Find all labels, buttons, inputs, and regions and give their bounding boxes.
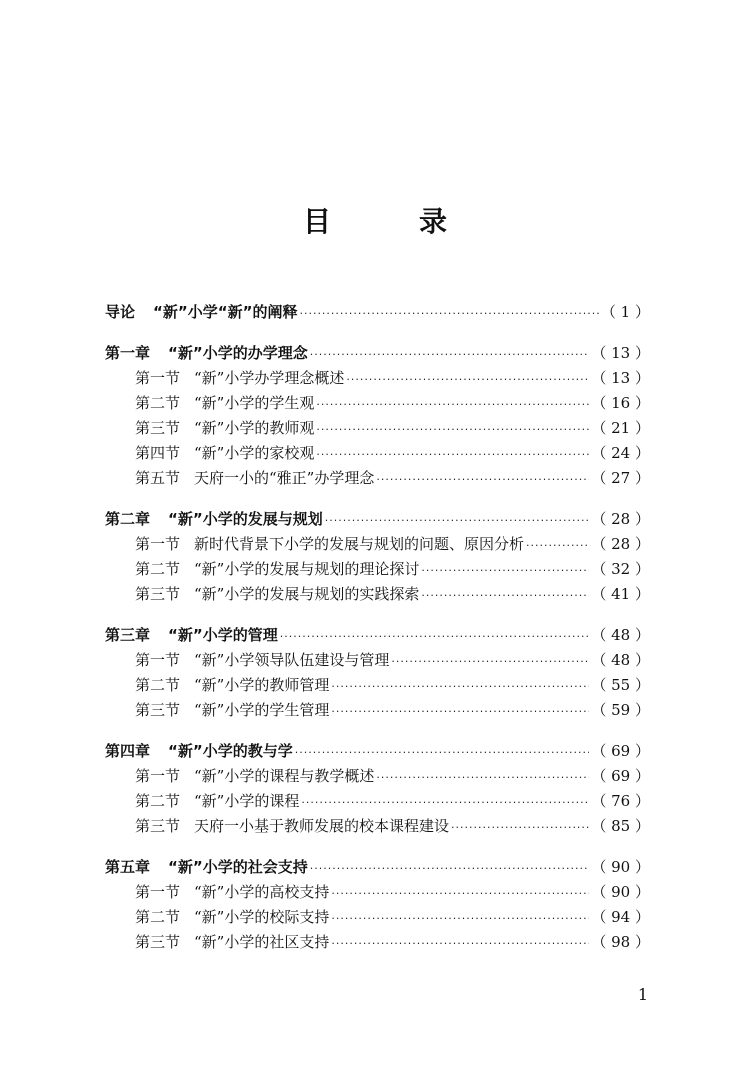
toc-entry-title: “新”小学的学生管理 [194, 701, 330, 719]
dot-leader [451, 815, 589, 840]
dot-leader [299, 301, 598, 326]
toc-spacer [105, 607, 650, 623]
toc-entry-label: 第二节 [135, 676, 181, 694]
toc-section-entry[interactable] [105, 441, 650, 466]
dot-leader [325, 508, 590, 533]
dot-leader [280, 624, 590, 649]
toc-entry-page: （ 24 ） [591, 444, 650, 462]
toc-chapter-entry[interactable] [105, 623, 650, 648]
toc-entry-page: （ 59 ） [591, 701, 650, 719]
toc-entry-label: 第二节 [135, 792, 181, 810]
toc-entry-label: 第一节 [135, 651, 181, 669]
dot-leader [376, 467, 589, 492]
toc-section-entry[interactable] [105, 466, 650, 491]
dot-leader [331, 906, 589, 931]
toc-chapter-entry[interactable] [105, 739, 650, 764]
toc-entry-label: 第二节 [135, 394, 181, 412]
toc-entry-label: 第五章 [105, 858, 151, 876]
page-number: 1 [637, 985, 648, 1004]
toc-entry-page: （ 48 ） [591, 626, 650, 644]
toc-section-entry[interactable] [105, 391, 650, 416]
toc-spacer [105, 325, 650, 341]
toc-entry-title: “新”小学的高校支持 [194, 883, 330, 901]
toc-chapter-entry[interactable] [105, 300, 650, 325]
toc-section-entry[interactable] [105, 673, 650, 698]
table-of-contents [105, 300, 650, 955]
toc-section-entry[interactable] [105, 582, 650, 607]
toc-entry-title: “新”小学的社区支持 [194, 933, 330, 951]
toc-entry-page: （ 28 ） [591, 535, 650, 553]
toc-entry-label: 第三章 [105, 626, 151, 644]
toc-chapter-entry[interactable] [105, 507, 650, 532]
dot-leader [316, 442, 589, 467]
toc-entry-page: （ 76 ） [591, 792, 650, 810]
toc-entry-label: 第一节 [135, 369, 181, 387]
toc-entry-page: （ 48 ） [591, 651, 650, 669]
toc-entry-page: （ 28 ） [591, 510, 650, 528]
toc-entry-label: 第一章 [105, 344, 151, 362]
toc-chapter-entry[interactable] [105, 855, 650, 880]
toc-entry-page: （ 69 ） [591, 742, 650, 760]
toc-section-entry[interactable] [105, 789, 650, 814]
toc-entry-page: （ 55 ） [591, 676, 650, 694]
dot-leader [301, 790, 589, 815]
toc-entry-label: 导论 [105, 303, 136, 321]
dot-leader [331, 674, 589, 699]
dot-leader [310, 342, 590, 367]
dot-leader [421, 558, 589, 583]
toc-entry-title: “新”小学的教与学 [168, 742, 293, 760]
toc-section-entry[interactable] [105, 532, 650, 557]
toc-entry-page: （ 32 ） [591, 560, 650, 578]
toc-entry-page: （ 21 ） [591, 419, 650, 437]
toc-entry-label: 第三节 [135, 419, 181, 437]
toc-entry-label: 第一节 [135, 535, 181, 553]
toc-entry-page: （ 41 ） [591, 585, 650, 603]
toc-section-entry[interactable] [105, 648, 650, 673]
toc-entry-label: 第四章 [105, 742, 151, 760]
dot-leader [331, 699, 589, 724]
toc-entry-title: “新”小学的办学理念 [168, 344, 308, 362]
toc-entry-page: （ 98 ） [591, 933, 650, 951]
toc-spacer [105, 723, 650, 739]
dot-leader [295, 740, 590, 765]
toc-entry-label: 第五节 [135, 469, 181, 487]
toc-section-entry[interactable] [105, 557, 650, 582]
toc-section-entry[interactable] [105, 416, 650, 441]
toc-entry-title: 天府一小的“雅正”办学理念 [194, 469, 375, 487]
toc-entry-title: “新”小学的发展与规划 [168, 510, 323, 528]
dot-leader [316, 417, 589, 442]
toc-entry-title: “新”小学的学生观 [194, 394, 315, 412]
toc-entry-page: （ 13 ） [591, 369, 650, 387]
toc-entry-title: 天府一小基于教师发展的校本课程建设 [194, 817, 450, 835]
toc-entry-page: （ 90 ） [591, 883, 650, 901]
toc-entry-page: （ 85 ） [591, 817, 650, 835]
toc-section-entry[interactable] [105, 764, 650, 789]
toc-entry-title: “新”小学的发展与规划的实践探索 [194, 585, 420, 603]
toc-entry-label: 第一节 [135, 883, 181, 901]
dot-leader [310, 856, 590, 881]
dot-leader [331, 931, 589, 956]
toc-entry-title: “新”小学的社会支持 [168, 858, 308, 876]
toc-chapter-entry[interactable] [105, 341, 650, 366]
toc-entry-title: “新”小学的课程与教学概述 [194, 767, 375, 785]
dot-leader [316, 392, 589, 417]
toc-entry-label: 第三节 [135, 933, 181, 951]
page-title: 目 录 [302, 205, 477, 238]
toc-entry-page: （ 69 ） [591, 767, 650, 785]
toc-entry-label: 第二节 [135, 908, 181, 926]
toc-entry-page: （ 27 ） [591, 469, 650, 487]
toc-entry-label: 第四节 [135, 444, 181, 462]
toc-entry-page: （ 94 ） [591, 908, 650, 926]
dot-leader [526, 533, 589, 558]
toc-spacer [105, 839, 650, 855]
dot-leader [391, 649, 589, 674]
toc-entry-label: 第三节 [135, 701, 181, 719]
toc-entry-label: 第一节 [135, 767, 181, 785]
toc-section-entry[interactable] [105, 814, 650, 839]
toc-section-entry[interactable] [105, 930, 650, 955]
toc-section-entry[interactable] [105, 366, 650, 391]
toc-entry-label: 第三节 [135, 585, 181, 603]
toc-spacer [105, 491, 650, 507]
toc-entry-label: 第三节 [135, 817, 181, 835]
toc-entry-title: “新”小学的校际支持 [194, 908, 330, 926]
toc-entry-title: “新”小学办学理念概述 [194, 369, 345, 387]
toc-entry-title: 新时代背景下小学的发展与规划的问题、原因分析 [194, 535, 525, 553]
toc-section-entry[interactable] [105, 880, 650, 905]
toc-entry-title: “新”小学的教师管理 [194, 676, 330, 694]
toc-entry-page: （ 16 ） [591, 394, 650, 412]
toc-entry-title: “新”小学的发展与规划的理论探讨 [194, 560, 420, 578]
dot-leader [376, 765, 589, 790]
toc-entry-title: “新”小学的课程 [194, 792, 300, 810]
toc-entry-title: “新”小学“新”的阐释 [153, 303, 298, 321]
dot-leader [346, 367, 589, 392]
toc-entry-title: “新”小学的教师观 [194, 419, 315, 437]
toc-entry-title: “新”小学的家校观 [194, 444, 315, 462]
dot-leader [331, 881, 589, 906]
dot-leader [421, 583, 589, 608]
toc-entry-page: （ 90 ） [591, 858, 650, 876]
toc-section-entry[interactable] [105, 905, 650, 930]
toc-entry-label: 第二章 [105, 510, 151, 528]
toc-entry-title: “新”小学的管理 [168, 626, 278, 644]
toc-entry-page: （ 13 ） [591, 344, 650, 362]
toc-entry-title: “新”小学领导队伍建设与管理 [194, 651, 390, 669]
toc-entry-label: 第二节 [135, 560, 181, 578]
toc-section-entry[interactable] [105, 698, 650, 723]
toc-entry-page: （ 1 ） [600, 303, 650, 321]
